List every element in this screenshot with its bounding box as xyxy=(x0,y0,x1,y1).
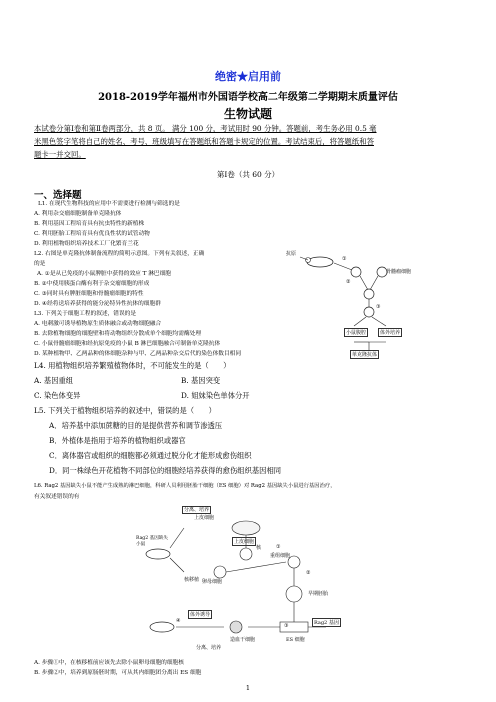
q4-option-b: B. 基因突变 xyxy=(181,376,221,385)
mab-flow-lines xyxy=(286,248,462,360)
isolate2-label: 分离、培养 xyxy=(196,645,222,651)
q2-option-b: B. ②中使用胰蛋白酶有利于杂交瘤细胞的形成 xyxy=(34,281,150,287)
rag2-flow-lines xyxy=(136,504,356,656)
q3-option-b: B. 去除植物细胞的细胞壁和将动物组织分散成单个细胞均需酶处理 xyxy=(34,331,202,337)
q6-option-a: A. 步骤①中，在核移植前应该先去除小鼠卵母细胞的细胞核 xyxy=(34,660,184,666)
mab-box: 单克隆抗体 xyxy=(352,352,378,358)
q1-stem: L1. 在现代生物科技的应用中不需要进行检测与筛选的是 xyxy=(38,201,180,207)
myeloma-label: 骨髓瘤细胞 xyxy=(386,269,412,275)
q6-stem-1: L6. Rag2 基因缺失小鼠不能产生成熟的淋巴细胞，科研人员利用胚胎干细胞（ES 细胞）对 Rag2 基因缺失小鼠进行基因治疗， xyxy=(34,483,336,489)
n1-label: ① xyxy=(276,544,281,550)
n2-label: ② xyxy=(306,570,311,576)
skin-cells-label: 上皮细胞 xyxy=(194,515,215,521)
embryo-label: 早期胚胎 xyxy=(308,591,329,597)
q2-option-c: C. ③同时具有脾脏细胞和骨髓瘤细胞的特性 xyxy=(34,291,144,297)
q5-stem: L5. 下列关于植物组织培养的叙述中，错误的是（ ） xyxy=(34,406,216,415)
q5-option-a: A．培养基中添加蔗糖的目的是提供营养和调节渗透压 xyxy=(49,421,223,430)
q5-option-b: B．外植体是指用于培养的植物组织或器官 xyxy=(49,436,186,445)
q2-option-a: A. ①是从已免疫的小鼠脾脏中获得的效应 T 淋巴细胞 xyxy=(37,271,171,277)
culture-box: 体外培养 xyxy=(380,330,401,336)
rag2-gene-box: Rag2 基因 xyxy=(314,620,339,626)
mab-flow-diagram xyxy=(286,248,462,360)
volume-label: 第Ⅰ卷（共 60 分） xyxy=(216,170,280,179)
exam-title: 2018-2019学年福州市外国语学校高二年级第二学期期末质量评估 xyxy=(98,92,398,103)
isolate-culture-box: 分离、培养 xyxy=(184,507,210,513)
q4-option-c: C. 染色体变异 xyxy=(34,391,81,400)
q2-option-d: D. ④经将送培养获得的能分泌特异性抗体的细胞群 xyxy=(34,301,161,307)
n2-label: ② xyxy=(346,279,351,285)
secret-label: 绝密★启用前 xyxy=(215,70,281,83)
q6-stem-2: 有关叙述错误的有 xyxy=(34,494,80,500)
q1-option-b: B. 利用基因工程培育具有抗虫特性的新植株 xyxy=(34,221,145,227)
subject-title: 生物试题 xyxy=(223,107,272,121)
q2-stem-2: 的是 xyxy=(34,261,46,267)
recombinant-label: 重组细胞 xyxy=(270,553,291,559)
q4-stem: L4. 用植物组织培养繁殖植物体时，不可能发生的是（ ） xyxy=(34,361,231,370)
egg-label: 卵母细胞 xyxy=(202,579,223,585)
es-cells-label: ES 细胞 xyxy=(286,637,305,643)
section-title: 一、选择题 xyxy=(34,190,82,201)
instructions xyxy=(34,123,464,161)
q1-option-a: A. 利用杂交瘤细胞制备单克隆抗体 xyxy=(34,211,122,217)
q5-option-d: D．同一株绿色开花植物不同部位的细胞经培养获得的愈伤组织基因相同 xyxy=(49,466,282,475)
page-number: 1 xyxy=(245,684,251,692)
n1-label: ① xyxy=(342,256,347,262)
q3-option-d: D. 某种植物甲、乙两品种的体细胞杂种与甲、乙两品种杂交后代的染色体数目相同 xyxy=(34,351,242,357)
q3-stem: L3. 下列关于细胞工程的叙述，错误的是 xyxy=(34,311,137,317)
antigen-label: 抗原 xyxy=(286,251,297,257)
instructions-line-3: 题卡一并交回。 xyxy=(34,149,86,159)
upper-cells-box: 上皮细胞 xyxy=(234,539,255,545)
q6-option-b: B. 步骤②中，培养到原肠胚时期，可从其内细胞团分离出 ES 细胞 xyxy=(34,670,202,676)
q3-option-c: C. 小鼠骨髓瘤细胞和经抗原免疫的小鼠 B 淋巴细胞融合可制备单克隆抗体 xyxy=(34,341,221,347)
q1-option-c: C. 利用胚胎工程培育具有优良性状的试管动物 xyxy=(34,231,150,237)
instructions-line-1: 本试卷分第Ⅰ卷和第Ⅱ卷两部分，共 8 页。 满分 100 分，考试用时 90 分钟。答题前，考生务必用 0.5 毫 xyxy=(34,124,377,133)
mouse-body-box: 小鼠腹腔 xyxy=(346,330,367,336)
q1-option-d: D. 利用植物组织培养技术工厂化繁育兰花 xyxy=(34,241,139,247)
q4-option-d: D. 姐妹染色单体分开 xyxy=(181,391,250,400)
q3-option-a: A. 电刺激可诱导植物原生质体融合或动物细胞融合 xyxy=(34,321,162,327)
rag2-therapy-diagram xyxy=(136,504,356,656)
q2-stem-1: L2. 右图是单克隆抗体制备流程的简明示意图。下列有关叙述，正确 xyxy=(34,251,205,257)
n3-label: ③ xyxy=(284,623,289,629)
n4-label: ④ xyxy=(176,618,181,624)
hematopoietic-label: 造血干细胞 xyxy=(230,637,256,643)
nucleus-label: 核 xyxy=(256,545,262,551)
q5-option-c: C．离体器官或组织的细胞都必须通过脱分化才能形成愈伤组织 xyxy=(49,451,252,460)
transfer-label: 核移植 xyxy=(184,577,200,583)
blood-culture-box: 体外诱导 xyxy=(190,612,211,618)
instructions-line-2: 米黑色签字笔将自己的姓名、考号、班级填写在答题纸和答题卡规定的位置。考试结束后，将答题纸和答 xyxy=(34,136,374,146)
rag2-mouse-label: Rag2 基因缺失小鼠 xyxy=(136,536,169,547)
q4-option-a: A. 基因重组 xyxy=(34,376,74,385)
n3-label: ③ xyxy=(376,304,381,310)
